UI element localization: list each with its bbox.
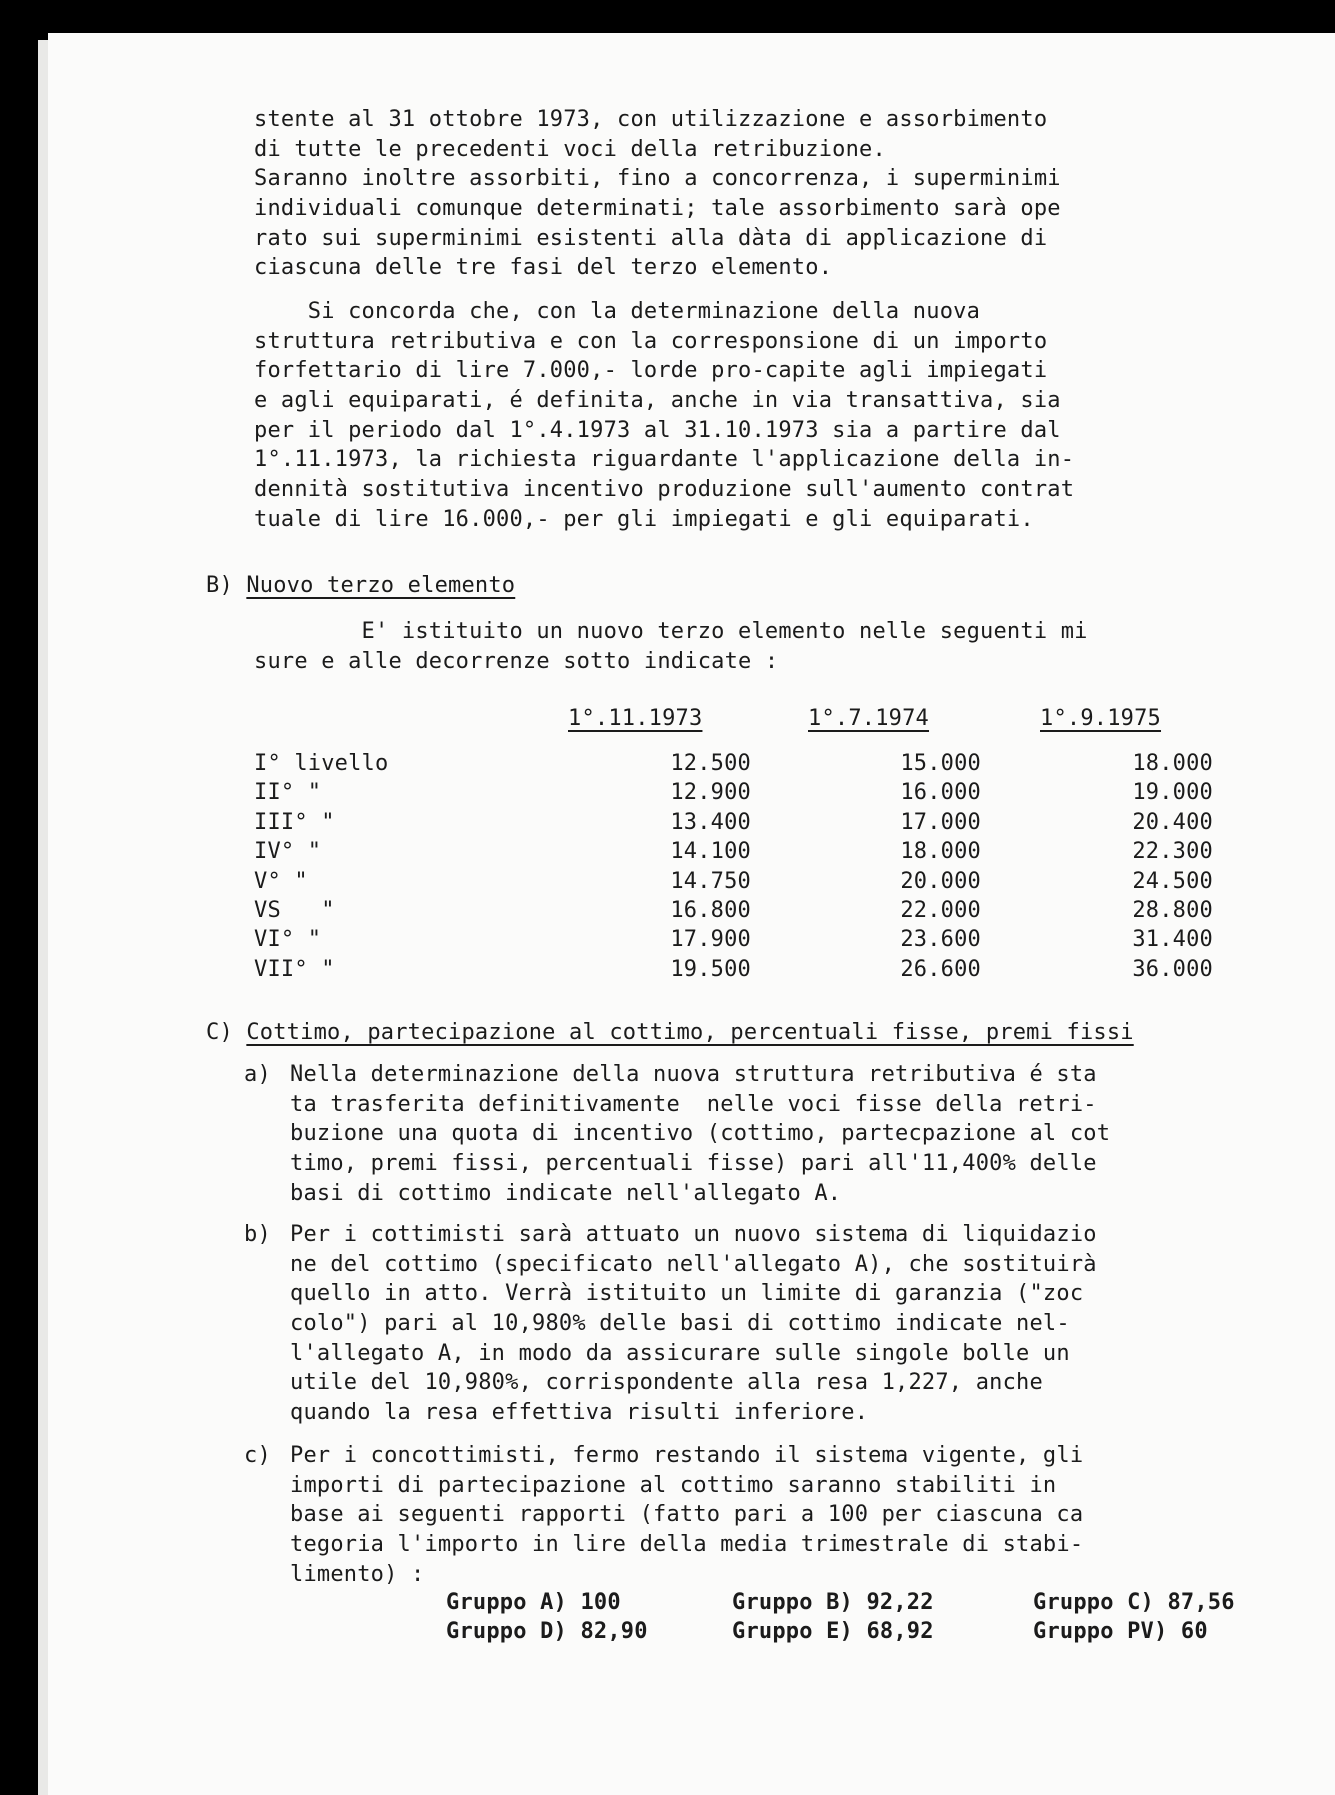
terzo-elemento-table xyxy=(254,751,1213,986)
level-label: VI° " xyxy=(254,927,322,953)
level-value: 22.000 xyxy=(900,897,981,923)
level-value: 31.400 xyxy=(1132,927,1213,953)
header-col-3: 1°.9.1975 xyxy=(1040,706,1162,731)
table-row xyxy=(254,957,1213,986)
level-value: 17.000 xyxy=(900,809,981,835)
item-b-line: quello in atto. Verrà istituito un limite di garanzia ("zoc xyxy=(290,1281,1084,1307)
para2-line: forfettario di lire 7.000,- lorde pro-capite agli impiegati xyxy=(254,358,1048,384)
item-c-line: tegoria l'importo in lire della media trimestrale di stabi- xyxy=(290,1532,1084,1558)
level-value: 13.400 xyxy=(670,809,751,835)
table-row xyxy=(254,869,1213,898)
para1-line: rato sui superminimi esistenti alla dàta di applicazione di xyxy=(254,225,1048,251)
section-c-title: Cottimo, partecipazione al cottimo, percentuali fisse, premi fissi xyxy=(246,1020,1134,1045)
header-col-2: 1°.7.1974 xyxy=(808,706,930,731)
level-label: IV° " xyxy=(254,839,322,865)
level-value: 19.000 xyxy=(1132,780,1213,806)
section-b-intro-line: sure e alle decorrenze sotto indicate : xyxy=(254,648,779,674)
table-row xyxy=(254,751,1213,780)
item-b-line: Per i cottimisti sarà attuato un nuovo sistema di liquidazio xyxy=(290,1222,1097,1247)
section-b-letter: B) xyxy=(206,573,233,598)
header-col-1: 1°.11.1973 xyxy=(568,706,703,731)
item-b-line: l'allegato A, in modo da assicurare sulle singole bolle un xyxy=(290,1340,1070,1366)
level-value: 12.500 xyxy=(670,751,751,776)
item-b-marker: b) xyxy=(244,1222,271,1247)
table-row xyxy=(254,927,1213,956)
table-row xyxy=(254,898,1213,927)
level-value: 19.500 xyxy=(670,956,751,982)
para2-line: struttura retributiva e con la corresponsione di un importo xyxy=(254,328,1048,354)
para2-line: dennità sostitutiva incentivo produzione sull'aumento contrat xyxy=(254,477,1075,503)
item-a-marker: a) xyxy=(244,1062,271,1087)
group-e: Gruppo E) 68,92 xyxy=(732,1619,934,1644)
item-b-line: ne del cottimo (specificato nell'allegato A), che sostituirà xyxy=(290,1251,1097,1277)
para1-line: stente al 31 ottobre 1973, con utilizzazione e assorbimento xyxy=(254,107,1048,132)
group-b: Gruppo B) 92,22 xyxy=(732,1590,934,1615)
para2-line: per il periodo dal 1°.4.1973 al 31.10.1973 sia a partire dal xyxy=(254,417,1061,443)
level-value: 20.400 xyxy=(1132,809,1213,835)
paragraph-forfettario xyxy=(254,297,1074,535)
item-b-line: quando la resa effettiva risulti inferiore. xyxy=(290,1400,869,1426)
table-row xyxy=(254,810,1213,839)
item-a-line: ta trasferita definitivamente nelle voci fisse della retri- xyxy=(290,1091,1097,1117)
item-c-marker: c) xyxy=(244,1443,271,1468)
level-value: 14.750 xyxy=(670,868,751,894)
level-value: 28.800 xyxy=(1132,897,1213,923)
level-label: VII° " xyxy=(254,956,335,982)
item-c-text xyxy=(290,1441,1083,1589)
level-value: 20.000 xyxy=(900,868,981,894)
level-value: 22.300 xyxy=(1132,839,1213,865)
table-row xyxy=(254,839,1213,868)
level-value: 16.800 xyxy=(670,897,751,923)
para2-line: e agli equiparati, é definita, anche in via transattiva, sia xyxy=(254,388,1061,414)
section-c-letter: C) xyxy=(206,1020,233,1045)
level-label: VS " xyxy=(254,897,335,923)
item-a-line: Nella determinazione della nuova struttura retributiva é sta xyxy=(290,1062,1097,1087)
item-b-text xyxy=(290,1220,1097,1428)
level-value: 12.900 xyxy=(670,780,751,806)
para1-line: ciascuna delle tre fasi del terzo elemento. xyxy=(254,255,833,281)
level-value: 24.500 xyxy=(1132,868,1213,894)
item-c-line: base ai seguenti rapporti (fatto pari a 100 per ciascuna ca xyxy=(290,1502,1084,1528)
level-label: V° " xyxy=(254,868,308,894)
item-a-text xyxy=(290,1060,1110,1208)
table-row xyxy=(254,780,1213,809)
para1-line: individuali comunque determinati; tale assorbimento sarà ope xyxy=(254,196,1061,222)
level-value: 17.900 xyxy=(670,927,751,953)
section-b-intro xyxy=(254,617,1088,676)
para1-line: di tutte le precedenti voci della retribuzione. xyxy=(254,136,886,162)
level-value: 18.000 xyxy=(1132,751,1213,776)
section-c-heading xyxy=(206,1018,1134,1048)
level-label: III° " xyxy=(254,809,335,835)
item-c-line: Per i concottimisti, fermo restando il sistema vigente, gli xyxy=(290,1443,1084,1468)
level-value: 23.600 xyxy=(900,927,981,953)
para2-line: Si concorda che, con la determinazione della nuova xyxy=(254,299,981,324)
level-value: 26.600 xyxy=(900,956,981,982)
section-b-heading xyxy=(206,571,515,601)
level-value: 15.000 xyxy=(900,751,981,776)
item-a-line: timo, premi fissi, percentuali fisse) pari all'11,400% delle xyxy=(290,1151,1097,1177)
para2-line: tuale di lire 16.000,- per gli impiegati e gli equiparati. xyxy=(254,506,1034,532)
group-c: Gruppo C) 87,56 xyxy=(1033,1590,1235,1615)
para2-line: 1°.11.1973, la richiesta riguardante l'applicazione della in- xyxy=(254,447,1075,473)
section-b-title: Nuovo terzo elemento xyxy=(246,573,516,598)
item-b-line: colo") pari al 10,980% delle basi di cottimo indicate nel- xyxy=(290,1311,1070,1337)
item-c-line: limento) : xyxy=(290,1561,425,1587)
para1-line: Saranno inoltre assorbiti, fino a concorrenza, i superminimi xyxy=(254,166,1061,192)
paragraph-assorbimento xyxy=(254,105,1061,283)
section-b-intro-line: E' istituito un nuovo terzo elemento nelle seguenti mi xyxy=(254,619,1088,644)
level-value: 36.000 xyxy=(1132,956,1213,982)
item-a-line: buzione una quota di incentivo (cottimo, partecpazione al cot xyxy=(290,1121,1111,1147)
document-page xyxy=(48,33,1335,1795)
level-value: 14.100 xyxy=(670,839,751,865)
item-b-line: utile del 10,980%, corrispondente alla resa 1,227, anche xyxy=(290,1370,1043,1396)
group-d: Gruppo D) 82,90 xyxy=(446,1619,648,1644)
group-a: Gruppo A) 100 xyxy=(446,1590,621,1615)
item-a-line: basi di cottimo indicate nell'allegato A. xyxy=(290,1180,842,1206)
level-label: II° " xyxy=(254,780,322,806)
level-label: I° livello xyxy=(254,751,389,776)
group-pv: Gruppo PV) 60 xyxy=(1033,1619,1208,1644)
item-c-line: importi di partecipazione al cottimo saranno stabiliti in xyxy=(290,1472,1057,1498)
level-value: 16.000 xyxy=(900,780,981,806)
level-value: 18.000 xyxy=(900,839,981,865)
